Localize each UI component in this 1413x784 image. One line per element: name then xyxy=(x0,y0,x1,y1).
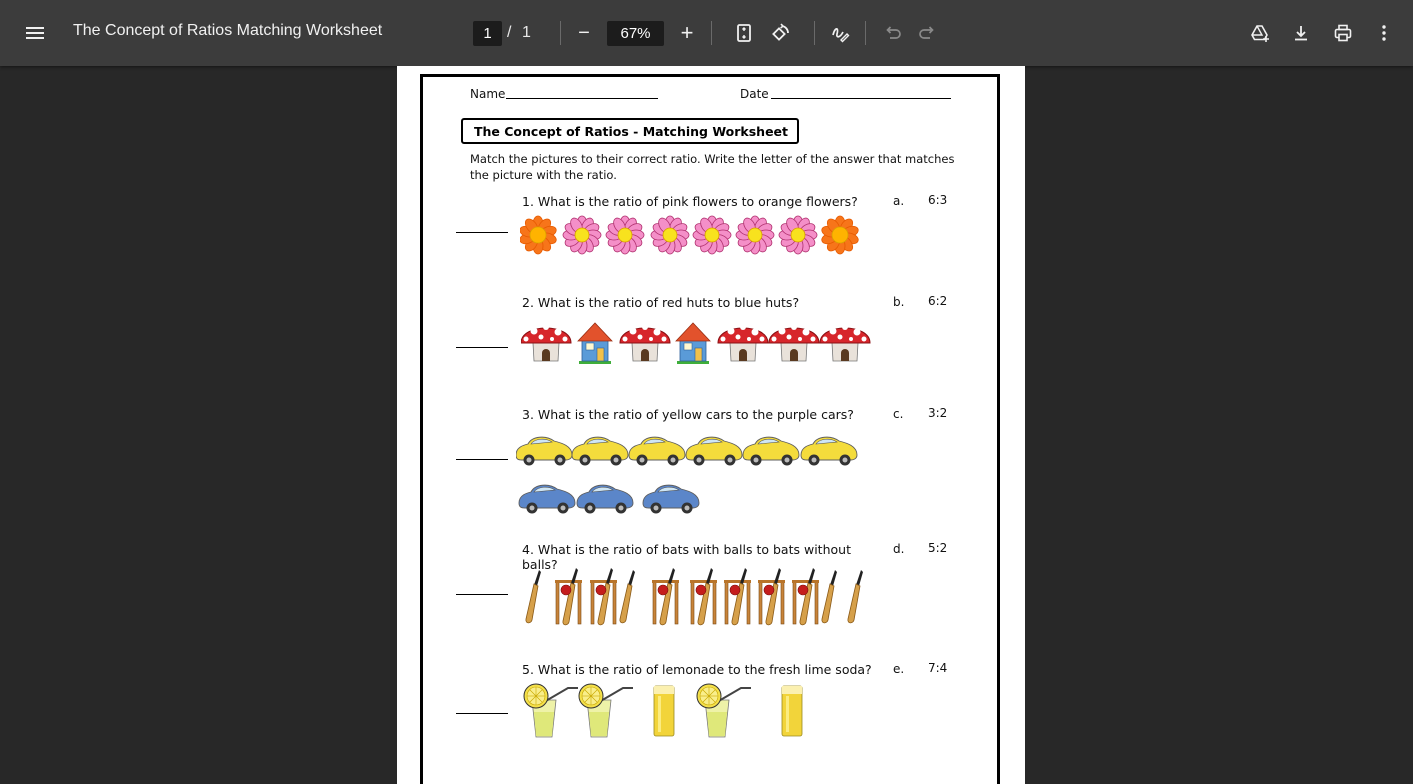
lemonade-icon xyxy=(697,684,751,737)
yellow-car-icon xyxy=(516,437,572,465)
undo-icon xyxy=(882,23,902,43)
question-5: 5. What is the ratio of lemonade to the fresh lime soda? xyxy=(522,662,872,677)
answer-blank-4[interactable] xyxy=(456,594,508,595)
date-blank-line xyxy=(771,98,951,99)
toolbar-divider xyxy=(711,21,712,45)
flowers-row-svg xyxy=(520,214,865,256)
bats-picture xyxy=(521,568,881,635)
name-blank-line xyxy=(506,98,658,99)
mushroom-hut-icon xyxy=(820,324,870,361)
question-2: 2. What is the ratio of red huts to blue huts? xyxy=(522,295,800,310)
bat-icon xyxy=(822,570,837,623)
answer-blank-3[interactable] xyxy=(456,459,508,460)
yellow-car-icon xyxy=(572,437,628,465)
bats-row-svg xyxy=(521,568,881,630)
rotate-button[interactable] xyxy=(765,17,797,49)
toolbar-divider xyxy=(560,21,561,45)
pink-flower-icon xyxy=(563,216,601,254)
rotate-icon xyxy=(771,23,791,43)
worksheet-title-box xyxy=(461,118,799,144)
drive-add-icon xyxy=(1250,23,1270,43)
printer-icon xyxy=(1333,23,1353,43)
blue-car-icon xyxy=(577,485,633,513)
option-letter-d: d. xyxy=(893,542,905,556)
document-title: The Concept of Ratios Matching Worksheet xyxy=(73,22,383,39)
option-ratio-c: 3:2 xyxy=(928,406,948,420)
menu-button[interactable] xyxy=(16,16,54,50)
drinks-picture xyxy=(520,682,820,745)
blue-house-icon xyxy=(676,323,710,364)
pink-flower-icon xyxy=(736,216,774,254)
question-3: 3. What is the ratio of yellow cars to the purple cars? xyxy=(522,407,854,422)
name-label: Name xyxy=(470,87,506,101)
date-label: Date xyxy=(740,87,769,101)
pink-flower-icon xyxy=(693,216,731,254)
zoom-in-button[interactable]: + xyxy=(680,20,694,45)
mushroom-hut-icon xyxy=(718,324,768,361)
option-letter-a: a. xyxy=(893,194,905,208)
pdf-page xyxy=(397,66,1025,784)
pen-draw-icon xyxy=(830,23,850,43)
answer-blank-1[interactable] xyxy=(456,232,508,233)
bat-icon xyxy=(848,570,863,623)
pink-flower-icon xyxy=(779,216,817,254)
hamburger-icon xyxy=(25,25,45,41)
mushroom-hut-icon xyxy=(620,324,670,361)
toolbar-divider xyxy=(865,21,866,45)
fit-page-icon xyxy=(734,23,754,43)
orange-flower-icon xyxy=(820,216,859,254)
option-letter-e: e. xyxy=(893,662,905,676)
cars-picture xyxy=(516,431,866,521)
huts-row-svg xyxy=(521,315,881,365)
bat-with-ball-icon xyxy=(555,568,582,625)
answer-blank-5[interactable] xyxy=(456,713,508,714)
pink-flower-icon xyxy=(651,216,689,254)
zoom-out-button[interactable]: − xyxy=(578,21,590,44)
download-icon xyxy=(1291,23,1311,43)
yellow-car-icon xyxy=(686,437,742,465)
instructions: Match the pictures to their correct ratio. Write the letter of the answer that matches the picture with the ratio. xyxy=(470,152,955,182)
yellow-car-icon xyxy=(801,437,857,465)
bat-icon xyxy=(526,570,541,623)
question-1: 1. What is the ratio of pink flowers to orange flowers? xyxy=(522,194,858,209)
add-to-drive-button[interactable] xyxy=(1244,17,1276,49)
bat-with-ball-icon xyxy=(590,568,617,625)
answer-blank-2[interactable] xyxy=(456,347,508,348)
yellow-car-icon xyxy=(743,437,799,465)
bat-icon xyxy=(620,570,635,623)
mushroom-hut-icon xyxy=(769,324,819,361)
drinks-row-svg xyxy=(520,682,820,740)
annotate-button[interactable] xyxy=(824,17,856,49)
option-letter-c: c. xyxy=(893,407,904,421)
lemonade-icon xyxy=(524,684,578,737)
redo-icon xyxy=(918,23,938,43)
more-vert-icon xyxy=(1374,23,1394,43)
blue-car-icon xyxy=(643,485,699,513)
fit-page-button[interactable] xyxy=(728,17,760,49)
option-letter-b: b. xyxy=(893,295,905,309)
lemonade-icon xyxy=(579,684,633,737)
bat-with-ball-icon xyxy=(652,568,679,625)
flowers-picture xyxy=(520,214,865,261)
page-total: 1 xyxy=(522,24,531,41)
download-button[interactable] xyxy=(1285,17,1317,49)
page-separator: / xyxy=(507,24,512,41)
bat-with-ball-icon xyxy=(690,568,717,625)
blue-house-icon xyxy=(578,323,612,364)
blue-car-icon xyxy=(519,485,575,513)
option-ratio-e: 7:4 xyxy=(928,661,948,675)
bat-with-ball-icon xyxy=(758,568,785,625)
redo-button[interactable] xyxy=(912,17,944,49)
option-ratio-d: 5:2 xyxy=(928,541,948,555)
huts-picture xyxy=(521,315,881,370)
question-4: 4. What is the ratio of bats with balls to bats without balls? xyxy=(522,542,851,572)
orange-flower-icon xyxy=(520,216,558,254)
worksheet-title: The Concept of Ratios - Matching Worksheet xyxy=(474,123,789,139)
bat-with-ball-icon xyxy=(792,568,819,625)
undo-button[interactable] xyxy=(876,17,908,49)
print-button[interactable] xyxy=(1327,17,1359,49)
toolbar-divider xyxy=(814,21,815,45)
yellow-car-icon xyxy=(629,437,685,465)
option-ratio-a: 6:3 xyxy=(928,193,948,207)
bat-with-ball-icon xyxy=(724,568,751,625)
more-options-button[interactable] xyxy=(1368,17,1400,49)
pink-flower-icon xyxy=(606,216,644,254)
zoom-level-input[interactable]: 67% xyxy=(607,21,664,46)
mushroom-hut-icon xyxy=(521,324,571,361)
pdf-toolbar xyxy=(0,0,1413,66)
page-number-input[interactable]: 1 xyxy=(473,21,502,46)
lime-soda-icon xyxy=(654,686,674,736)
option-ratio-b: 6:2 xyxy=(928,294,948,308)
lime-soda-icon xyxy=(782,686,802,736)
cars-row-svg xyxy=(516,431,866,516)
